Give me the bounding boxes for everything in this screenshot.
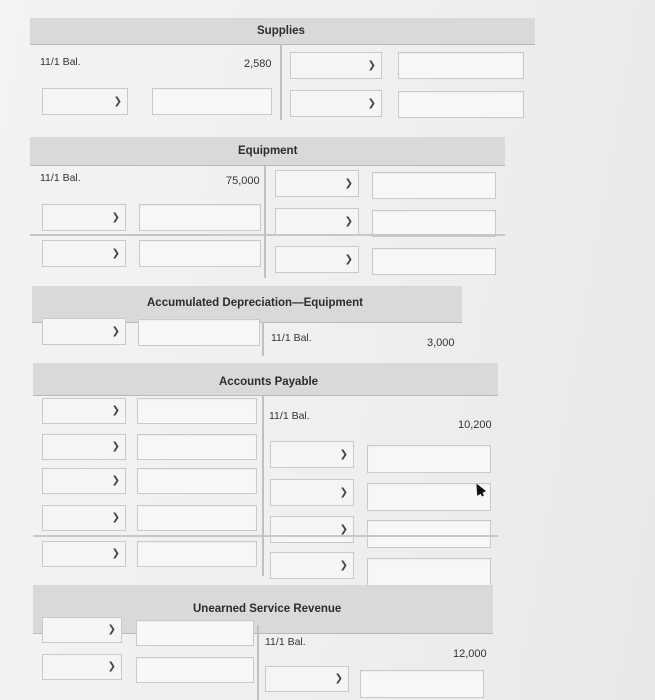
supplies-header — [30, 18, 535, 45]
chevron-down-icon: ❯ — [334, 672, 343, 684]
supplies-credit-account-select-2[interactable] — [290, 90, 382, 117]
chevron-down-icon: ❯ — [111, 440, 120, 452]
chevron-down-icon: ❯ — [111, 247, 120, 259]
unearned-debit-account-select-1[interactable] — [42, 617, 122, 643]
equipment-credit-amount-2[interactable] — [372, 210, 496, 237]
unearned-revenue-title: Unearned Service Revenue — [193, 603, 342, 615]
unearned-credit-amount-1[interactable] — [360, 670, 484, 698]
accounts-payable-debit-account-select-5[interactable] — [42, 541, 126, 567]
equipment-credit-account-select-1[interactable] — [275, 170, 359, 197]
accounts-payable-title: Accounts Payable — [219, 376, 319, 388]
supplies-divider — [280, 45, 282, 120]
unearned-debit-account-select-2[interactable] — [42, 654, 122, 680]
equipment-debit-amount-2[interactable] — [139, 240, 261, 267]
equipment-balance-label: 11/1 Bal. — [40, 172, 81, 184]
unearned-credit-account-select-1[interactable] — [265, 666, 349, 692]
unearned-debit-amount-2[interactable] — [136, 657, 254, 683]
chevron-down-icon: ❯ — [367, 59, 376, 71]
chevron-down-icon: ❯ — [113, 95, 122, 107]
unearned-balance-value: 12,000 — [453, 648, 487, 660]
accounts-payable-debit-account-select-3[interactable] — [42, 468, 126, 494]
unearned-balance-label: 11/1 Bal. — [265, 636, 306, 648]
chevron-down-icon: ❯ — [111, 404, 120, 416]
accounts-payable-debit-account-select-4[interactable] — [42, 505, 126, 531]
accum-dep-debit-account-select-1[interactable] — [42, 318, 126, 345]
equipment-credit-amount-3[interactable] — [372, 248, 496, 275]
accounts-payable-debit-amount-3[interactable] — [137, 468, 257, 494]
chevron-down-icon: ❯ — [344, 215, 353, 227]
accounts-payable-debit-amount-2[interactable] — [137, 434, 257, 460]
chevron-down-icon: ❯ — [111, 547, 120, 559]
equipment-header — [30, 137, 505, 166]
accounts-payable-credit-account-select-1[interactable] — [270, 441, 354, 468]
chevron-down-icon: ❯ — [339, 448, 348, 460]
chevron-down-icon: ❯ — [111, 474, 120, 486]
equipment-total-line — [30, 234, 505, 236]
accounts-payable-balance-label: 11/1 Bal. — [269, 410, 310, 422]
equipment-debit-account-select-2[interactable] — [42, 240, 126, 267]
unearned-divider — [257, 625, 259, 700]
supplies-credit-amount-1[interactable] — [398, 52, 524, 79]
accounts-payable-credit-account-select-3[interactable] — [270, 516, 354, 543]
accum-dep-title: Accumulated Depreciation—Equipment — [147, 297, 363, 309]
equipment-credit-amount-1[interactable] — [372, 172, 496, 199]
equipment-credit-account-select-2[interactable] — [275, 208, 359, 235]
chevron-down-icon: ❯ — [339, 559, 348, 571]
accounts-payable-header — [33, 363, 498, 396]
accounts-payable-divider — [262, 396, 264, 576]
accum-dep-debit-amount-1[interactable] — [138, 319, 260, 346]
supplies-credit-account-select-1[interactable] — [290, 52, 382, 79]
accounts-payable-credit-account-select-2[interactable] — [270, 479, 354, 506]
chevron-down-icon: ❯ — [344, 177, 353, 189]
accounts-payable-balance-value: 10,200 — [458, 419, 492, 431]
chevron-down-icon: ❯ — [339, 523, 348, 535]
chevron-down-icon: ❯ — [367, 97, 376, 109]
chevron-down-icon: ❯ — [339, 486, 348, 498]
accounts-payable-debit-amount-4[interactable] — [137, 505, 257, 531]
accounts-payable-credit-amount-1[interactable] — [367, 445, 491, 473]
accounts-payable-debit-amount-1[interactable] — [137, 398, 257, 424]
equipment-balance-value: 75,000 — [226, 175, 260, 187]
supplies-balance-label: 11/1 Bal. — [40, 56, 81, 68]
accum-dep-balance-label: 11/1 Bal. — [271, 332, 312, 344]
supplies-balance-value: 2,580 — [244, 58, 272, 70]
equipment-debit-amount-1[interactable] — [139, 204, 261, 231]
equipment-credit-account-select-3[interactable] — [275, 246, 359, 273]
supplies-credit-amount-2[interactable] — [398, 91, 524, 118]
chevron-down-icon: ❯ — [344, 253, 353, 265]
unearned-debit-amount-1[interactable] — [136, 620, 254, 646]
accum-dep-divider — [262, 322, 264, 356]
equipment-debit-account-select-1[interactable] — [42, 204, 126, 231]
accounts-payable-credit-account-select-4[interactable] — [270, 552, 354, 579]
accounts-payable-debit-account-select-1[interactable] — [42, 398, 126, 424]
supplies-title: Supplies — [257, 25, 305, 37]
chevron-down-icon: ❯ — [107, 623, 116, 635]
accounts-payable-credit-amount-3[interactable] — [367, 520, 491, 548]
supplies-debit-amount-1[interactable] — [152, 88, 272, 115]
chevron-down-icon: ❯ — [111, 211, 120, 223]
accum-dep-balance-value: 3,000 — [427, 337, 455, 349]
chevron-down-icon: ❯ — [111, 511, 120, 523]
equipment-title: Equipment — [238, 145, 298, 157]
supplies-debit-account-select-1[interactable] — [42, 88, 128, 115]
accounts-payable-total-line — [33, 535, 498, 537]
accounts-payable-debit-amount-5[interactable] — [137, 541, 257, 567]
accounts-payable-debit-account-select-2[interactable] — [42, 434, 126, 460]
equipment-divider — [264, 166, 266, 278]
chevron-down-icon: ❯ — [111, 325, 120, 337]
accounts-payable-credit-amount-4[interactable] — [367, 558, 491, 586]
chevron-down-icon: ❯ — [107, 660, 116, 672]
